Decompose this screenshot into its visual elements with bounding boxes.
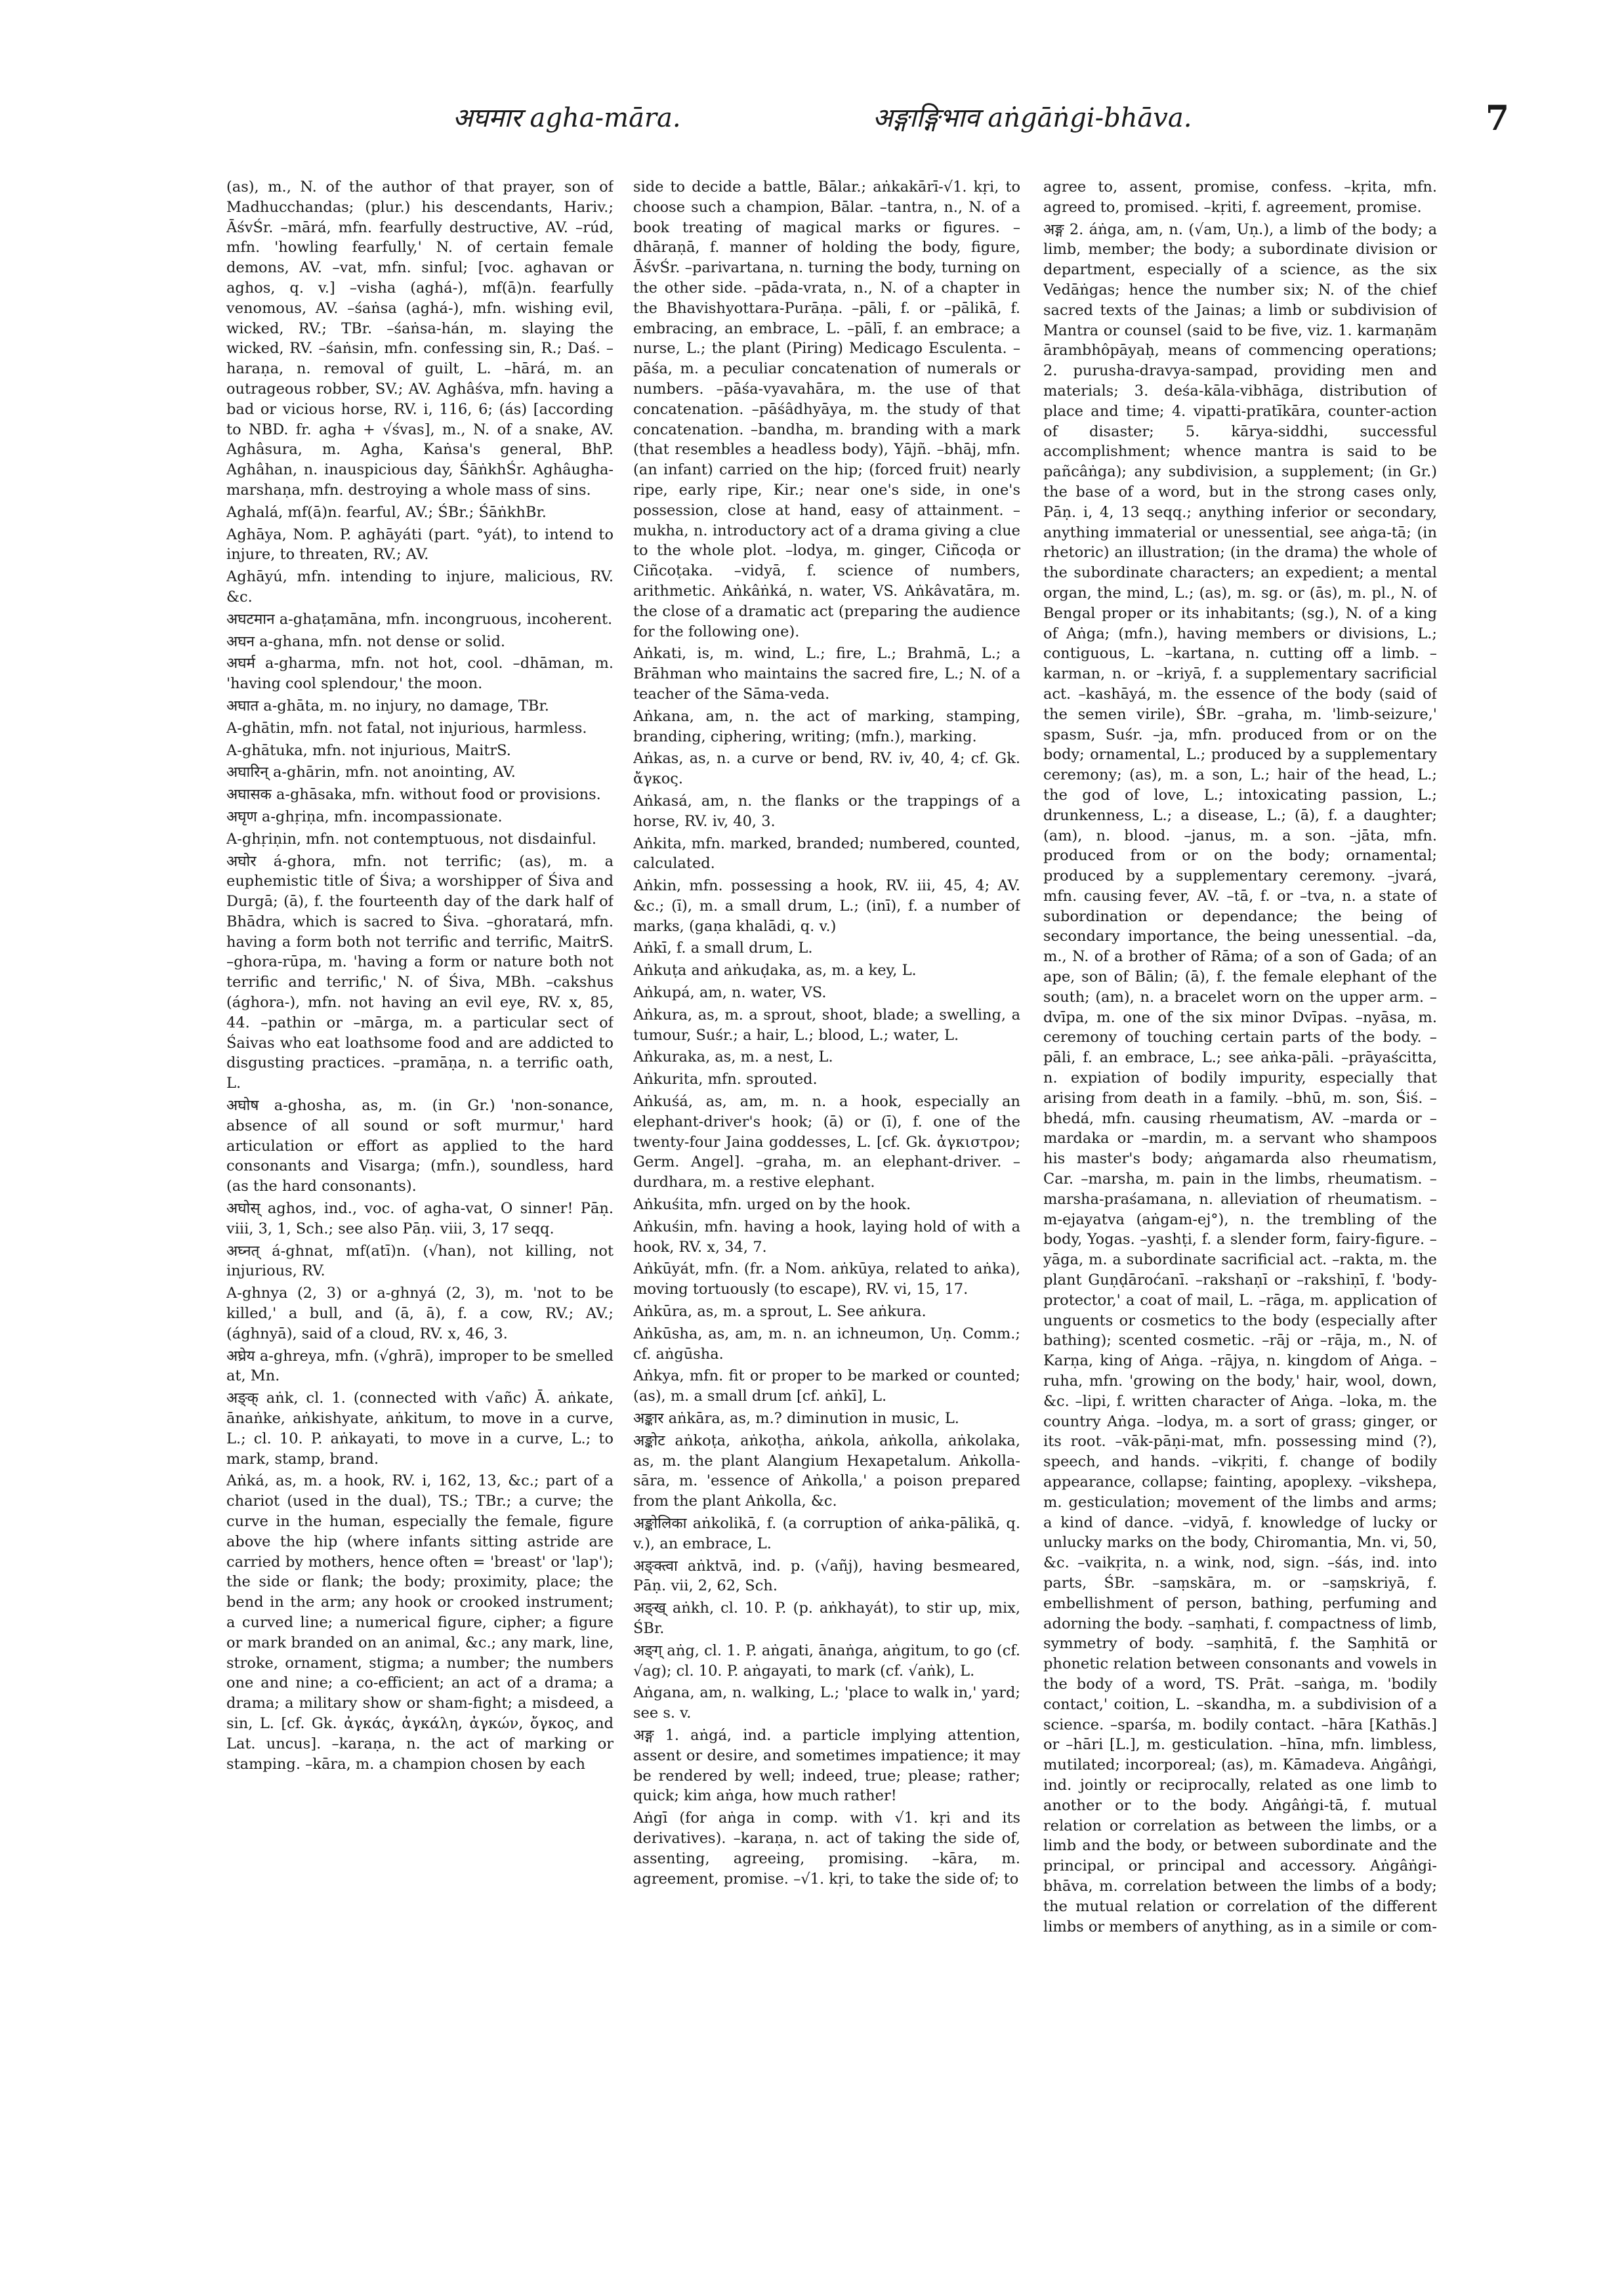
entry: अघन a-ghana, mfn. not dense or solid. <box>226 632 506 650</box>
entry: Aṅkurita, mfn. sprouted. <box>633 1071 818 1088</box>
column-middle <box>633 177 1020 2264</box>
entry: अङ्ग 1. aṅgá, ind. a particle implying attention, assent or desire, and sometimes impatience; it may be rendered by well; indeed, true; please; rather; quick; kim aṅga, how much rather! <box>633 1726 1020 1805</box>
entry: Aṅkuraka, as, m. a nest, L. <box>633 1048 833 1066</box>
column-left <box>226 177 614 2264</box>
entry: अघोर á-ghora, mfn. not terrific; (as), m. a euphemistic title of Śiva; a worshipper of Śiva and Durgā; (ā), f. the fourteenth day of the dark half of Bhādra, which is sacred to Śiva. –ghoratará, mfn. having a form both not terrific and terrific, MaitrS. –ghora-rūpa, m. 'having a form or nature both not terrific and terrific,' N. of Śiva, MBh. –cakshus (ághora-), mfn. not having an evil eye, RV. x, 85, 44. –pathin or –mārga, m. a particular sect of Śaivas who eat loathsome food and are addicted to disgusting practices. –pramāṇa, n. a terrific oath, L. <box>226 852 614 1092</box>
entry: Aṅkuśita, mfn. urged on by the hook. <box>633 1196 911 1214</box>
entry: Aṅkuśin, mfn. having a hook, laying hold of with a hook, RV. x, 34, 7. <box>633 1218 1020 1256</box>
page-number: 7 <box>1485 98 1509 138</box>
entry: Aṅkin, mfn. possessing a hook, RV. iii, 45, 4; AV. &c.; (ī), m. a small drum, L.; (inī), f. a number of marks, (gaṇa khalādi, q. v.) <box>633 877 1020 935</box>
entry: अघ्रेय a-ghreya, mfn. (√ghrā), improper to be smelled at, Mn. <box>226 1347 614 1385</box>
entry: Aṅkī, f. a small drum, L. <box>633 940 813 957</box>
entry: Aṅkuṭa and aṅkuḍaka, as, m. a key, L. <box>633 962 917 980</box>
entry: Aṅkana, am, n. the act of marking, stamping, branding, ciphering, writing; (mfn.), marking. <box>633 707 1020 745</box>
entry: Aṅkūra, as, m. a sprout, L. See aṅkura. <box>633 1303 927 1321</box>
entry: Aṅkuśá, as, am, m. n. a hook, especially an elephant-driver's hook; (ā) or (ī), f. one of the twenty-four Jaina goddesses, L. [cf. Gk. ἀγκιστρον; Germ. Angel]. –graha, m. an elephant-driver. –durdhara, m. a restive elephant. <box>633 1093 1020 1191</box>
header-left-guideword: अघमार agha-māra. <box>453 103 681 133</box>
entry: Aghalá, mf(ā)n. fearful, AV.; ŚBr.; ŚāṅkhBr. <box>226 503 547 521</box>
entry: A-ghātuka, mfn. not injurious, MaitrS. <box>226 741 511 759</box>
entry: Aṅkura, as, m. a sprout, shoot, blade; a swelling, a tumour, Suśr.; a hair, L.; blood, L.; water, L. <box>633 1006 1020 1044</box>
entry: Aṅkūyát, mfn. (fr. a Nom. aṅkūya, related to aṅka), moving tortuously (to escape), RV. vi, 15, 17. <box>633 1260 1020 1298</box>
entry: Aṅkupá, am, n. water, VS. <box>633 984 827 1002</box>
entry: Aṅgī (for aṅga in comp. with √1. kṛi and its derivatives). –karaṇa, n. act of taking the side of, assenting, agreeing, promising. –kāra, m. agreement, promise. –√1. kṛi, to take the side of; to <box>633 1809 1020 1888</box>
entry: Aṅkas, as, n. a curve or bend, RV. iv, 40, 4; cf. Gk. ἄγκος. <box>633 750 1020 788</box>
entry: अङ्कार aṅkāra, as, m.? diminution in music, L. <box>633 1410 959 1428</box>
entry: अघारिन् a-ghārin, mfn. not anointing, AV. <box>226 764 516 781</box>
entry: अङ्कोट aṅkoṭa, aṅkoṭha, aṅkola, aṅkolla, aṅkolaka, as, m. the plant Alangium Hexapetalum. Aṅkolla-sāra, m. 'essence of Aṅkolla,' a poison prepared from the plant Aṅkolla, &c. <box>633 1432 1020 1510</box>
entry: A-ghnya (2, 3) or a-ghnyá (2, 3), m. 'not to be killed,' a bull, and (ā, ā), f. a cow, RV.; AV.; (ághnyā), said of a cloud, RV. x, 46, 3. <box>226 1285 614 1342</box>
entry: agree to, assent, promise, confess. –kṛita, mfn. agreed to, promised. –kṛiti, f. agreement, promise. <box>1043 178 1437 216</box>
entry: Aṅkati, is, m. wind, L.; fire, L.; Brahmā, L.; a Brāhman who maintains the sacred fire, L.; N. of a teacher of the Sāma-veda. <box>633 645 1020 703</box>
entry: अघर्म a-gharma, mfn. not hot, cool. –dhāman, m. 'having cool splendour,' the moon. <box>226 655 614 693</box>
entry: अघासक a-ghāsaka, mfn. without food or provisions. <box>226 786 601 804</box>
running-header <box>230 98 1509 151</box>
entry: अघ्नत् á-ghnat, mf(atī)n. (√han), not killing, not injurious, RV. <box>226 1242 614 1280</box>
entry: Aṅkya, mfn. fit or proper to be marked or counted; (as), m. a small drum [cf. aṅkī], L. <box>633 1367 1020 1405</box>
entry: Aghāyú, mfn. intending to injure, malicious, RV. &c. <box>226 568 614 606</box>
entry: side to decide a battle, Bālar.; aṅkakārī-√1. kṛi, to choose such a champion, Bālar. –tantra, n., N. of a book treating of magical marks or figures. –dhāraṇā, f. manner of holding the body, figure, ĀśvŚr. –parivartana, n. turning the body, turning on the other side. –pāda-vrata, n., N. of a chapter in the Bhavishyottara-Purāṇa. –pāli, f. or –pālikā, f. embracing, an embrace, L. –pālī, f. an embrace; a nurse, L.; the plant (Piring) Medicago Esculenta. –pāśa, m. a peculiar concatenation of numerals or numbers. –pāśa-vyavahāra, m. the use of that concatenation. –pāśâdhyāya, m. the study of that concatenation. –bandha, m. branding with a mark (that resembles a headless body), Yājñ. –bhāj, mfn. (an infant) carried on the hip; (forced fruit) nearly ripe, early ripe, Kir.; near one's side, in one's possession, close at hand, easy of attainment. –mukha, n. introductory act of a drama giving a clue to the whole plot. –lodya, m. ginger, Ciñcoḍa or Ciñcoṭaka. –vidyā, f. science of numbers, arithmetic. Aṅkâṅká, n. water, VS. Aṅkâvatāra, m. the close of a dramatic act (preparing the audience for the following one). <box>633 178 1020 640</box>
entry: अघोष a-ghosha, as, m. (in Gr.) 'non-sonance, absence of all sound or soft murmur,' hard articulation or effort as applied to the hard consonants and Visarga; (mfn.), soundless, hard (as the hard consonants). <box>226 1097 614 1195</box>
entry: अङ्ख् aṅkh, cl. 10. P. (p. aṅkhayát), to stir up, mix, ŚBr. <box>633 1600 1020 1637</box>
entry: A-ghātin, mfn. not fatal, not injurious, harmless. <box>226 719 587 737</box>
entry: (as), m., N. of the author of that prayer, son of Madhucchandas; (plur.) his descendants, Hariv.; ĀśvŚr. –mārá, mfn. fearfully destructive, AV. –rúd, mfn. 'howling fearfully,' N. of certain female demons, AV. –vat, mfn. sinful; [voc. aghavan or aghos, q. v.] –visha (aghá-), mf(ā)n. fearfully venomous, AV. –śaṅsa (aghá-), mfn. wishing evil, wicked, RV.; TBr. –śaṅsa-hán, m. slaying the wicked, RV. –śaṅsin, mfn. confessing sin, R.; Daś. –haraṇa, n. removal of guilt, L. –hārá, m. an outrageous robber, SV.; AV. Aghâśva, mfn. having a bad or vicious horse, RV. i, 116, 6; (ás) [according to NBD. fr. agha + √śvas], m., N. of a snake, AV. Aghâsura, m. Agha, Kaṅsa's general, BhP. Aghâhan, n. inauspicious day, ŚāṅkhŚr. Aghâugha-marshaṇa, mfn. destroying a whole mass of sins. <box>226 178 614 499</box>
header-right-guideword: अङ्गाङ्गिभाव aṅgāṅgi-bhāva. <box>873 103 1192 133</box>
entry: अघोस् aghos, ind., voc. of agha-vat, O sinner! Pāṇ. viii, 3, 1, Sch.; see also Pāṇ. viii, 3, 17 seqq. <box>226 1200 614 1237</box>
entry: अघृण a-ghṛiṇa, mfn. incompassionate. <box>226 808 503 825</box>
entry: अङ्ग 2. áṅga, am, n. (√am, Uṇ.), a limb of the body; a limb, member; the body; a subordinate division or department, especially of a science, as the six Vedāṅgas; hence the number six; N. of the chief sacred texts of the Jainas; a limb or subdivision of Mantra or counsel (said to be five, viz. 1. karmaṇām ārambhôpāyaḥ, means of commencing operations; 2. purusha-dravya-sampad, providing men and materials; 3. deśa-kāla-vibhāga, distribution of place and time; 4. vipatti-pratīkāra, counter-action of disaster; 5. kārya-siddhi, successful accomplishment; whence mantra is said to be pañcâṅga); any subdivision, a supplement; (in Gr.) the base of a word, but in the strong cases only, Pāṇ. i, 4, 13 seqq.; anything inferior or secondary, anything immaterial or unessential, see aṅga-tā; (in rhetoric) an illustration; (in the drama) the whole of the subordinate characters; an expedient; a mental organ, the mind, L.; (as), m. sg. or (ās), m. pl., N. of Bengal proper or its inhabitants; (sg.), N. of a king of Aṅga; (mfn.), having members or divisions, L.; contiguous, L. –kartana, n. cutting off a limb. –karman, n. or –kriyā, f. a supplementary sacrificial act. –kashāyá, m. the essence of the body (said of the semen virile), ŚBr. –graha, m. 'limb-seizure,' spasm, Suśr. –ja, mfn. produced from or on the body; ornamental, L.; produced by a supplementary ceremony; (as), m. a son, L.; hair of the head, L.; the god of love, L.; intoxicating passion, L.; drunkenness, L.; a disease, L.; (ā), f. a daughter; (am), n. blood. –janus, m. a son. –jāta, mfn. produced from or on the body; ornamental; produced by a supplementary ceremony. –jvará, mfn. causing fever, AV. –tā, f. or –tva, n. a state of subordination or dependance; the being of secondary importance, the being unessential. –da, m., N. of a brother of Rāma; of a son of Gada; of an ape, son of Bālin; (ā), f. the female elephant of the south; (am), n. a bracelet worn on the upper arm. –dvīpa, m. one of the six minor Dvīpas. –nyāsa, m. ceremony of touching certain parts of the body. –pāli, f. an embrace, L.; see aṅka-pāli. –prāyaścitta, n. expiation of bodily impurity, especially that arising from death in a family. –bhū, m. son, Śiś. –bhedá, mfn. causing rheumatism, AV. –marda or –mardaka or –mardin, m. a servant who shampoos his master's body; aṅgamarda also rheumatism, Car. –marsha, m. pain in the limbs, rheumatism. –marsha-praśamana, n. alleviation of rheumatism. –m-ejayatva (aṅgam-ej°), n. the trembling of the body, Yogas. –yashṭi, f. a slender form, fairy-figure. –yāga, m. a subordinate sacrificial act. –rakta, m. the plant Guṇḍāroćanī. –rakshaṇī or –rakshiṇī, f. 'body-protector,' a coat of mail, L. –rāga, m. application of unguents or cosmetics to the body (especially after bathing); scented cosmetic. –rāj or –rāja, m., N. of Karṇa, king of Aṅga. –rājya, n. kingdom of Aṅga. –ruha, mfn. 'growing on the body,' hair, wool, down, &c. –lipi, f. written character of Aṅga. –loka, m. the country Aṅga. –lodya, m. a sort of grass; ginger, or its root. –vāk-pāṇi-mat, mfn. possessing mind (?), speech, and hands. –vikṛiti, f. change of bodily appearance, collapse; fainting, apoplexy. –vikshepa, m. gesticulation; movement of the limbs and arms; a kind of dance. –vidyā, f. knowledge of lucky or unlucky marks on the body, Chiromantia, Mn. vi, 50, &c. –vaikṛita, n. a wink, nod, sign. –śás, ind. into parts, ŚBr. –saṃskāra, m. or –saṃskriyā, f. embellishment of person, bathing, perfuming and adorning the body. –saṃhati, f. compactness of limb, symmetry of body. –saṃhitā, f. the Saṃhitā or phonetic relation between consonants and vowels in the body of a word, TS. Prāt. –saṅga, m. 'bodily contact,' coition, L. –skandha, m. a subdivision of a science. –sparśa, m. bodily contact. –hāra [Kathās.] or –hāri [L.], m. gesticulation. –hīna, mfn. limbless, mutilated; incorporeal; (as), m. Kāmadeva. Aṅgâṅgi, ind. jointly or reciprocally, related as one limb to another or to the body. Aṅgâṅgi-tā, f. mutual relation or correlation as between the limbs, or a limb and the body, or between subordinate and the principal, or principal and accessory. Aṅgâṅgi-bhāva, m. correlation between the limbs of a body; the mutual relation or correlation of the different limbs or members of anything, as in a simile or com- <box>1043 220 1437 1935</box>
entry: अङ्ग् aṅg, cl. 1. P. aṅgati, ānaṅga, aṅgitum, to go (cf. √ag); cl. 10. P. aṅgayati, to mark (cf. √aṅk), L. <box>633 1642 1020 1680</box>
entry: Aghāya, Nom. P. aghāyáti (part. °yát), to intend to injure, to threaten, RV.; AV. <box>226 526 614 564</box>
entry: अङ्कोलिका aṅkolikā, f. (a corruption of aṅka-pālikā, q. v.), an embrace, L. <box>633 1515 1020 1552</box>
entry: A-ghṛiṇin, mfn. not contemptuous, not disdainful. <box>226 830 597 848</box>
entry: Aṅká, as, m. a hook, RV. i, 162, 13, &c.; part of a chariot (used in the dual), TS.; TBr.; a curve; the curve in the human, especially the female, figure above the hip (where infants sitting astride are carried by mothers, hence often = 'breast' or 'lap'); the side or flank; the body; proximity, place; the bend in the arm; any hook or crooked instrument; a curved line; a numerical figure, cipher; a figure or mark branded on an animal, &c.; any mark, line, stroke, ornament, stigma; a number; the numbers one and nine; a co-efficient; an act of a drama; a drama; a military show or sham-fight; a misdeed, a sin, L. [cf. Gk. ἀγκάς, ἀγκάλη, ἀγκών, ὄγκος, and Lat. uncus]. –karaṇa, n. the act of marking or stamping. –kāra, m. a champion chosen by each <box>226 1472 614 1773</box>
entry: अघात a-ghāta, m. no injury, no damage, TBr. <box>226 697 549 714</box>
entry: Aṅkūsha, as, am, m. n. an ichneumon, Uṇ. Comm.; cf. aṅgūsha. <box>633 1325 1020 1363</box>
entry: Aṅkasá, am, n. the flanks or the trappings of a horse, RV. iv, 40, 3. <box>633 792 1020 830</box>
entry: Aṅkita, mfn. marked, branded; numbered, counted, calculated. <box>633 835 1020 873</box>
entry: अङ्क् aṅk, cl. 1. (connected with √añc) Ā. aṅkate, ānaṅke, aṅkishyate, aṅkitum, to move in a curve, L.; cl. 10. P. aṅkayati, to move in a curve, L.; to mark, stamp, brand. <box>226 1390 614 1468</box>
entry: अघटमान a-ghaṭamāna, mfn. incongruous, incoherent. <box>226 610 613 628</box>
entry: अङ्क्त्वा aṅktvā, ind. p. (√añj), having besmeared, Pāṇ. vii, 2, 62, Sch. <box>633 1557 1020 1595</box>
entry: Aṅgana, am, n. walking, L.; 'place to walk in,' yard; see s. v. <box>633 1684 1020 1722</box>
column-right <box>1043 177 1437 2264</box>
